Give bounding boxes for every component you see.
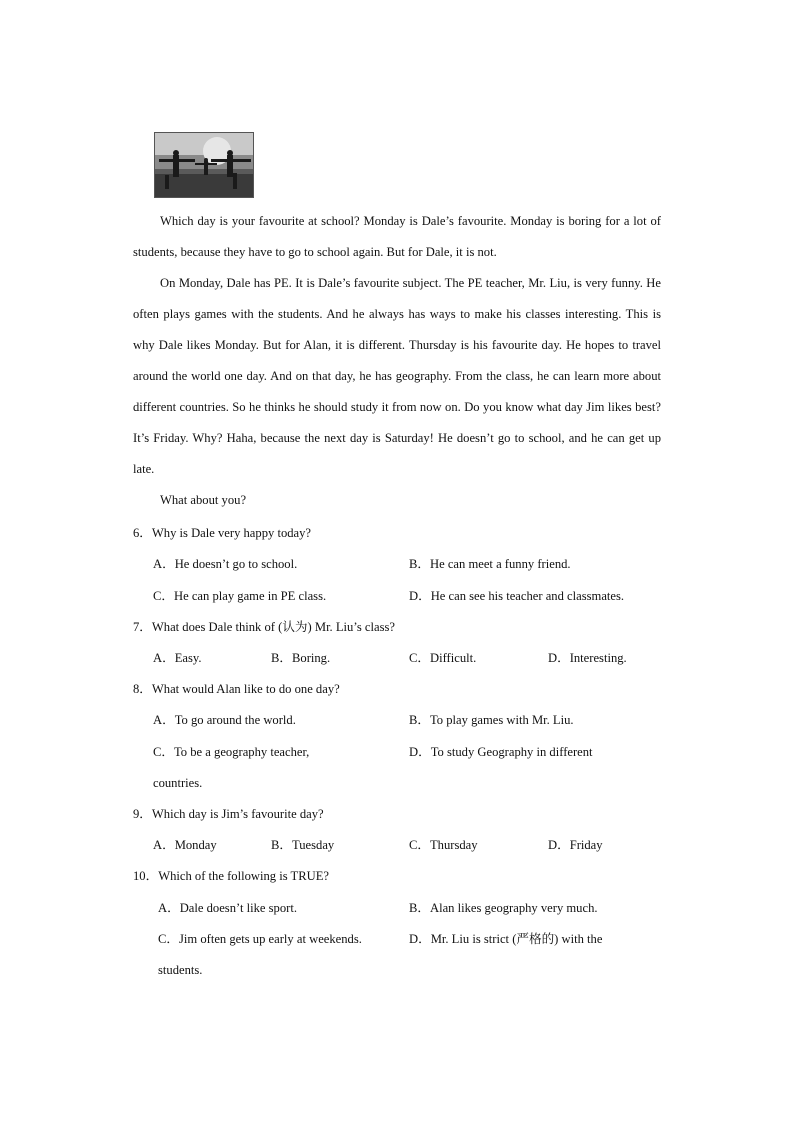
question-10-option-b: B．Alan likes geography very much.: [409, 901, 598, 915]
question-9-stem: 9．Which day is Jim’s favourite day?: [133, 807, 324, 821]
question-10-option-d: D．Mr. Liu is strict (严格的) with the: [409, 932, 603, 946]
question-10-option-a: A．Dale doesn’t like sport.: [158, 901, 297, 915]
question-8-continuation: countries.: [153, 776, 203, 790]
question-7-option-d: D．Interesting.: [548, 651, 627, 665]
question-8-option-c: C．To be a geography teacher,: [153, 745, 310, 759]
question-6-option-d: D．He can see his teacher and classmates.: [409, 589, 625, 603]
question-6-stem: 6．Why is Dale very happy today?: [133, 526, 312, 540]
question-6-option-c: C．He can play game in PE class.: [153, 589, 327, 603]
question-10-continuation: students.: [158, 963, 203, 977]
question-8-stem: 8．What would Alan like to do one day?: [133, 682, 340, 696]
question-9-option-b: B．Tuesday: [271, 838, 335, 852]
question-9-option-a: A．Monday: [153, 838, 217, 852]
reading-passage: [133, 206, 661, 516]
passage-paragraph-1: Which day is your favourite at school? Monday is Dale’s favourite. Monday is boring for a lot of students, because they have to go to school again. But for Dale, it is not.: [133, 214, 661, 259]
question-7-option-c: C．Difficult.: [409, 651, 477, 665]
question-6-option-a: A．He doesn’t go to school.: [153, 557, 298, 571]
question-9-option-d: D．Friday: [548, 838, 603, 852]
question-9-option-c: C．Thursday: [409, 838, 478, 852]
question-10-option-c: C．Jim often gets up early at weekends.: [158, 932, 362, 946]
question-7-option-b: B．Boring.: [271, 651, 331, 665]
question-10-stem: 10．Which of the following is TRUE?: [133, 869, 329, 883]
question-7-option-a: A．Easy.: [153, 651, 202, 665]
question-6-option-b: B．He can meet a funny friend.: [409, 557, 571, 571]
passage-paragraph-3: What about you?: [160, 493, 247, 507]
question-7-stem: 7．What does Dale think of (认为) Mr. Liu’s class?: [133, 620, 395, 634]
question-8-option-a: A．To go around the world.: [153, 713, 296, 727]
passage-paragraph-2: On Monday, Dale has PE. It is Dale’s favourite subject. The PE teacher, Mr. Liu, is very funny. He often plays games with the students. And he always has ways to make his classes interesting. This is why Dale likes Monday. But for Alan, it is different. Thursday is his favourite day. He hopes to travel around the world one day. And on that day, he has geography. From the class, he can learn more about different countries. So he thinks he should study it from now on. Do you know what day Jim likes best? It’s Friday. Why? Haha, because the next day is Saturday! He doesn’t go to school, and he can get up late.: [133, 276, 661, 476]
people-exercising-photo: [154, 132, 254, 198]
question-8-option-d: D．To study Geography in different: [409, 745, 593, 759]
question-8-option-b: B．To play games with Mr. Liu.: [409, 713, 574, 727]
